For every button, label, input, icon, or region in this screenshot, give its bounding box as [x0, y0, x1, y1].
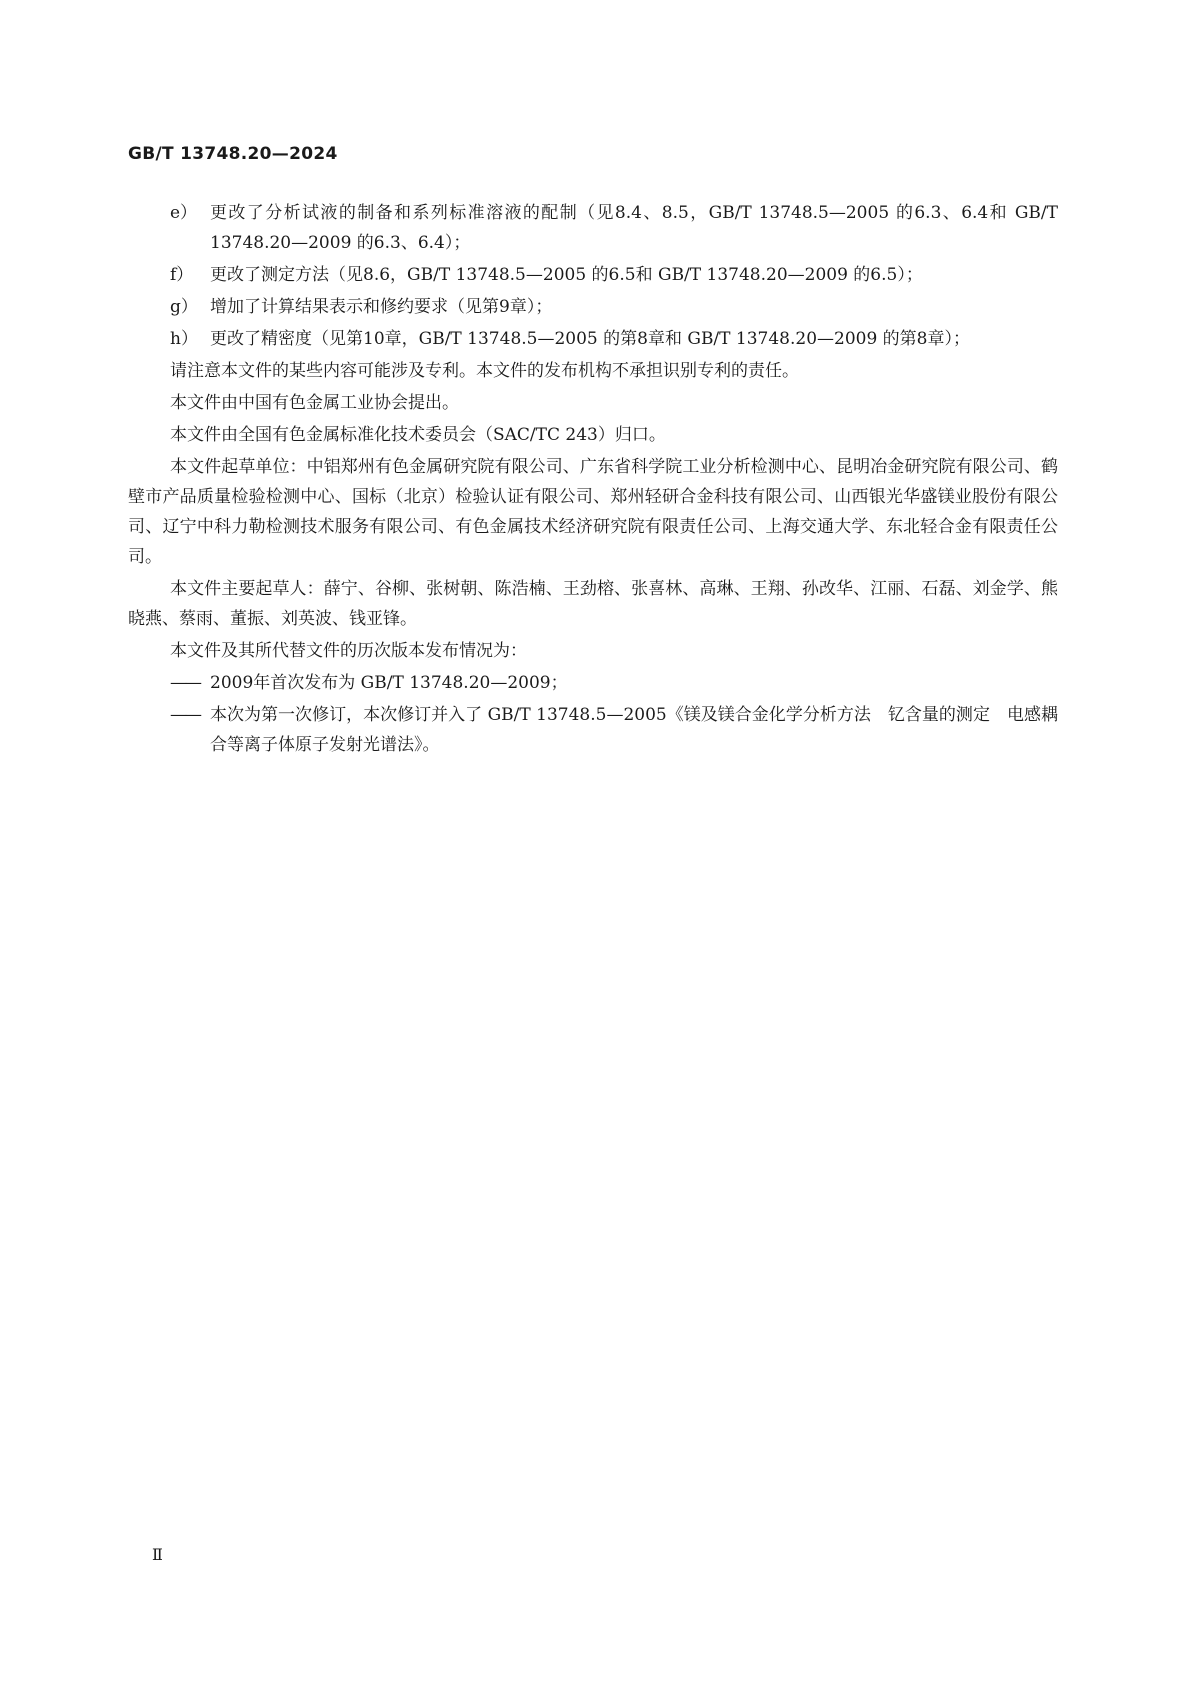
document-body	[128, 198, 1058, 760]
change-item-e	[128, 198, 1058, 258]
list-marker: h）	[170, 329, 198, 349]
history-item-text: 2009年首次发布为 GB/T 13748.20—2009；	[210, 673, 568, 693]
list-item-text: 增加了计算结果表示和修约要求（见第9章）；	[210, 297, 553, 317]
list-item-text: 更改了精密度（见第10章，GB/T 13748.5—2005 的第8章和 GB/T 13748.20—2009 的第8章）；	[210, 329, 971, 349]
list-marker: e）	[170, 203, 198, 223]
standard-code-header: GB/T 13748.20—2024	[128, 144, 338, 164]
history-item	[128, 668, 1058, 698]
change-item-h	[128, 324, 1058, 354]
drafting-units-paragraph: 本文件起草单位：中铝郑州有色金属研究院有限公司、广东省科学院工业分析检测中心、昆明冶金研究院有限公司、鹤壁市产品质量检验检测中心、国标（北京）检验认证有限公司、郑州轻研合金科技有限公司、山西银光华盛镁业股份有限公司、辽宁中科力勒检测技术服务有限公司、有色金属技术经济研究院有限责任公司、上海交通大学、东北轻合金有限责任公司。	[128, 457, 1058, 567]
drafters-paragraph: 本文件主要起草人：薛宁、谷柳、张树朝、陈浩楠、王劲榕、张喜林、高琳、王翔、孙改华、江丽、石磊、刘金学、熊晓燕、蔡雨、董振、刘英波、钱亚锋。	[128, 579, 1058, 629]
list-item-text: 更改了测定方法（见8.6，GB/T 13748.5—2005 的6.5和 GB/T 13748.20—2009 的6.5）；	[210, 265, 923, 285]
dash-marker: ——	[170, 673, 200, 693]
list-marker: g）	[170, 297, 198, 317]
change-item-g	[128, 292, 1058, 322]
history-item	[128, 700, 1058, 760]
list-marker: f）	[170, 265, 194, 285]
list-item-text: 更改了分析试液的制备和系列标准溶液的配制（见8.4、8.5，GB/T 13748.5—2005 的6.3、6.4和 GB/T 13748.20—2009 的6.3、6.4）；	[210, 203, 1058, 253]
change-item-f	[128, 260, 1058, 290]
history-item-text: 本次为第一次修订，本次修订并入了 GB/T 13748.5—2005《镁及镁合金化学分析方法 钇含量的测定 电感耦合等离子体原子发射光谱法》。	[210, 705, 1058, 755]
proposer-paragraph: 本文件由中国有色金属工业协会提出。	[170, 393, 459, 413]
patent-notice: 请注意本文件的某些内容可能涉及专利。本文件的发布机构不承担识别专利的责任。	[170, 361, 799, 381]
centralized-paragraph: 本文件由全国有色金属标准化技术委员会（SAC/TC 243）归口。	[170, 425, 666, 445]
dash-marker: ——	[170, 705, 200, 725]
page-number: Ⅱ	[152, 1545, 163, 1564]
history-intro: 本文件及其所代替文件的历次版本发布情况为：	[170, 641, 527, 661]
